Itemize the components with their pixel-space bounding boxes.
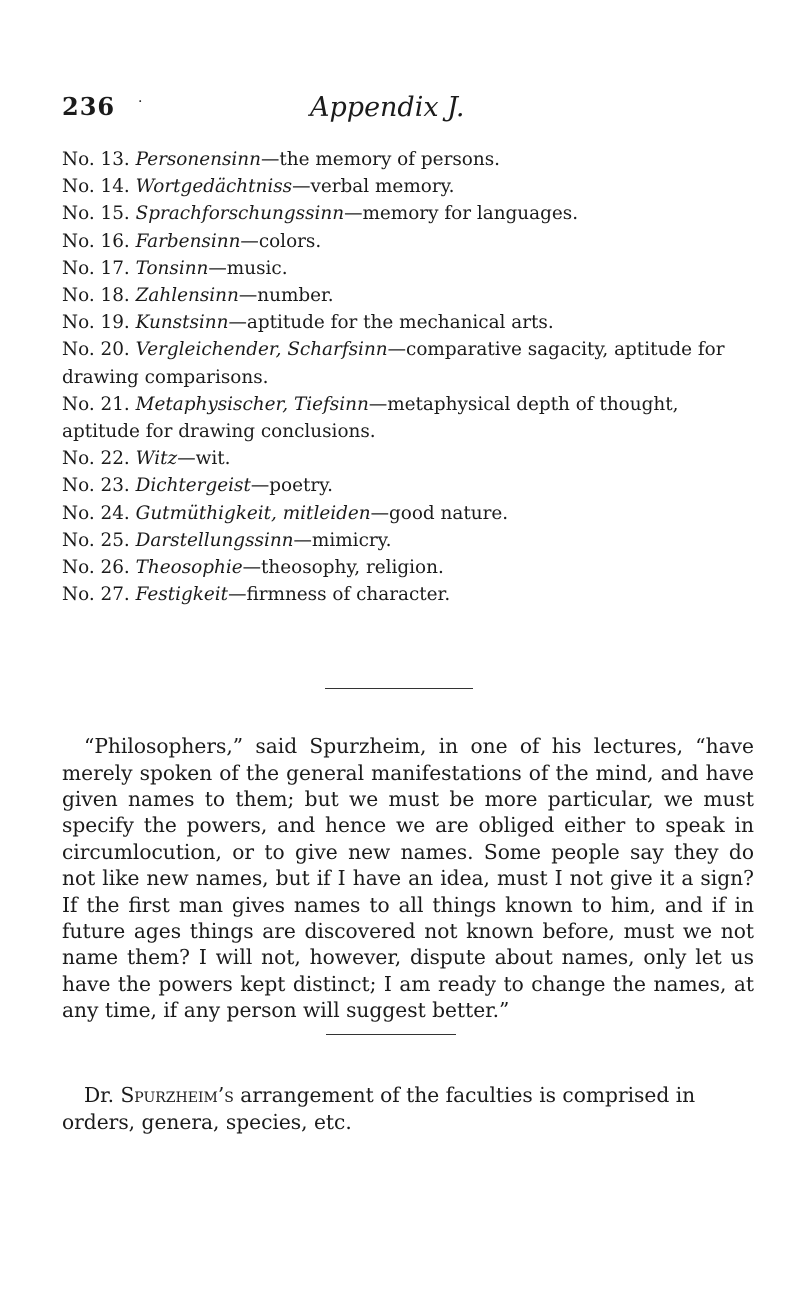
faculty-entry: No. 18. Zahlensinn—number. bbox=[62, 285, 334, 307]
faculty-entry: No. 25. Darstellungssinn—mimicry. bbox=[62, 529, 392, 551]
faculty-entry: No. 24. Gutmüthigkeit, mitleiden—good nature. bbox=[62, 502, 509, 524]
running-title: Appendix J. bbox=[310, 92, 465, 123]
closing-paragraph: Dr. Spurzheim’s arrangement of the faculties is comprised in orders, genera, species, etc. bbox=[62, 1083, 696, 1134]
faculty-entry: No. 13. Personensinn—the memory of persons. bbox=[62, 149, 500, 170]
faculty-entry: No. 23. Dichtergeist—poetry. bbox=[62, 475, 333, 497]
faculty-list bbox=[62, 146, 752, 608]
faculty-entry: No. 21. Metaphysischer, Tiefsinn—metaphysical depth of thought, aptitude for drawing conclusions. bbox=[62, 393, 679, 443]
faculty-entry: No. 17. Tonsinn—music. bbox=[62, 257, 288, 279]
faculty-entry: No. 14. Wortgedächtniss—verbal memory. bbox=[62, 176, 455, 198]
faculty-entry: No. 20. Vergleichender, Scharfsinn—comparative sagacity, aptitude for drawing comparisons. bbox=[62, 339, 725, 388]
header-separator: · bbox=[138, 94, 143, 110]
section-divider bbox=[326, 1034, 456, 1035]
author-name: Spurzheim’s bbox=[120, 1083, 234, 1108]
faculty-entry: No. 22. Witz—wit. bbox=[62, 448, 231, 470]
page-number: 236 bbox=[62, 92, 116, 121]
section-divider bbox=[325, 688, 473, 689]
faculty-entry: No. 26. Theosophie—theosophy, religion. bbox=[62, 557, 444, 579]
spurzheim-quote: “Philosophers,” said Spurzheim, in one of his lectures, “have merely spoken of the general manifestations of the mind, and have given names to them; but we must be more particular, we must specify the powers, and hence we are obliged either to speak in circumlocution, or to give new names. Some people say they do not like new names, but if I have an idea, must I not give it a sign? If the first man gives names to all things known to him, and if in future ages things are discovered not known before, must we not name them? I will not, however, dispute about names, only let us have the powers kept distinct; I am ready to change the names, at any time, if any person will suggest better.” bbox=[62, 734, 754, 1023]
faculty-entry: No. 27. Festigkeit—firmness of character. bbox=[62, 584, 451, 606]
faculty-entry: No. 16. Farbensinn—colors. bbox=[62, 230, 322, 252]
page-header bbox=[62, 92, 752, 132]
faculty-entry: No. 19. Kunstsinn—aptitude for the mechanical arts. bbox=[62, 312, 554, 334]
faculty-entry: No. 15. Sprachforschungssinn—memory for languages. bbox=[62, 203, 579, 225]
